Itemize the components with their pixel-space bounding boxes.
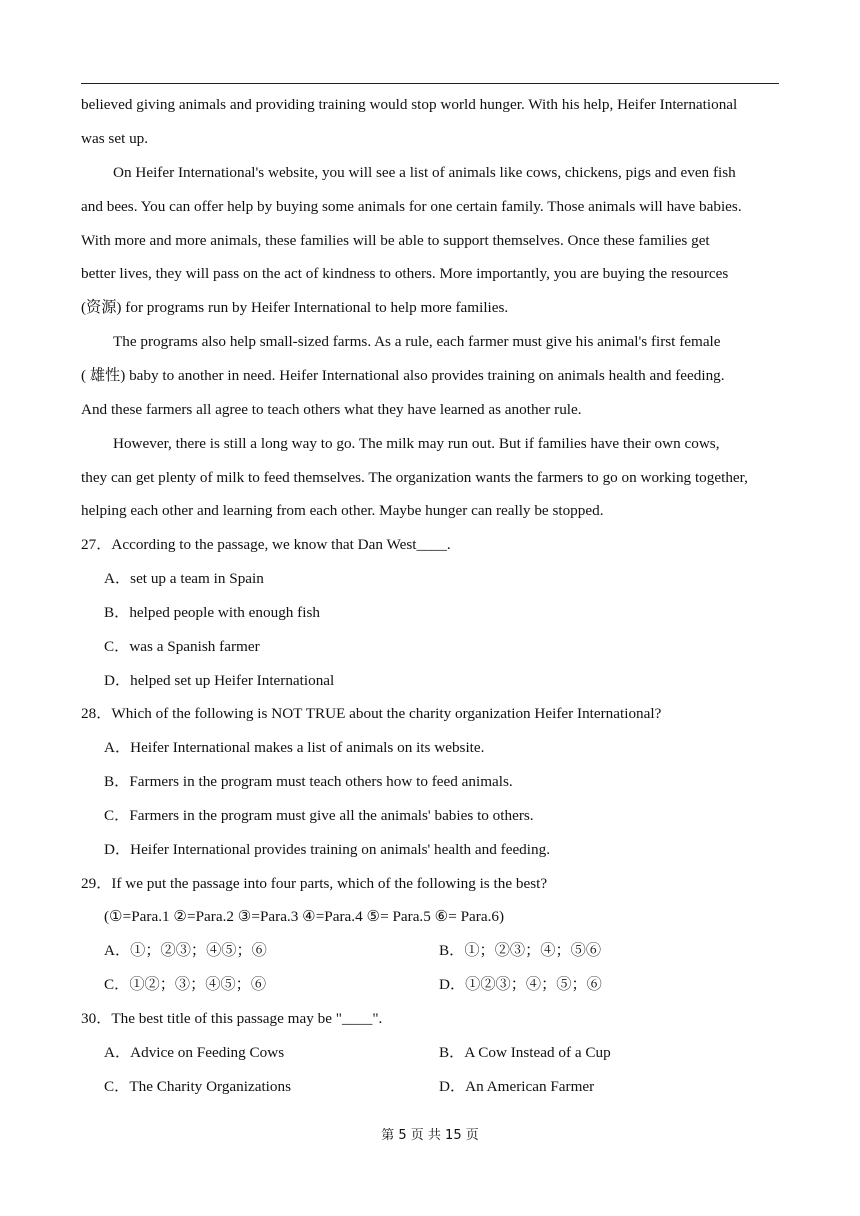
option-b: B．A Cow Instead of a Cup (439, 1044, 611, 1061)
option-d: D．An American Farmer (439, 1078, 595, 1095)
page-footer: 第 5 页 共 15 页 (381, 1128, 479, 1143)
passage-line: and bees. You can offer help by buying some animals for one certain family. Those animals will have babies. (81, 198, 742, 215)
option-b: B．helped people with enough fish (104, 604, 320, 621)
option-d: D．①②③；④；⑤；⑥ (439, 976, 602, 993)
option-b: B．Farmers in the program must teach others how to feed animals. (104, 773, 513, 790)
option-c: C．The Charity Organizations (104, 1078, 291, 1095)
option-c: C．①②；③；④⑤；⑥ (104, 976, 267, 993)
passage-line: On Heifer International's website, you will see a list of animals like cows, chickens, pigs and even fish (113, 164, 736, 181)
option-c: C．was a Spanish farmer (104, 638, 260, 655)
question-stem: 29．If we put the passage into four parts, which of the following is the best? (81, 875, 548, 892)
option-d: D．helped set up Heifer International (104, 672, 335, 689)
question-stem: 30．The best title of this passage may be "____". (81, 1010, 383, 1027)
option-a: A．set up a team in Spain (104, 570, 264, 587)
passage-line: was set up. (81, 130, 149, 147)
passage-line: ( 雄性) baby to another in need. Heifer International also provides training on animals health and feeding. (81, 367, 725, 384)
header-rule (81, 83, 779, 84)
option-a: A．①；②③；④⑤；⑥ (104, 942, 267, 959)
passage-line: However, there is still a long way to go. The milk may run out. But if families have their own cows, (113, 435, 720, 452)
passage-line: believed giving animals and providing training would stop world hunger. With his help, Heifer International (81, 96, 738, 113)
option-a: A．Heifer International makes a list of animals on its website. (104, 739, 485, 756)
passage-line: The programs also help small-sized farms. As a rule, each farmer must give his animal's first female (113, 333, 721, 350)
option-a: A．Advice on Feeding Cows (104, 1044, 285, 1061)
passage-line: (资源) for programs run by Heifer International to help more families. (81, 299, 509, 316)
option-d: D．Heifer International provides training on animals' health and feeding. (104, 841, 550, 858)
question-stem: 27．According to the passage, we know that Dan West____. (81, 536, 451, 553)
passage-line: With more and more animals, these families will be able to support themselves. Once these families get (81, 232, 710, 249)
paragraph-key: (①=Para.1 ②=Para.2 ③=Para.3 ④=Para.4 ⑤= Para.5 ⑥= Para.6) (104, 908, 505, 925)
option-c: C．Farmers in the program must give all the animals' babies to others. (104, 807, 534, 824)
passage-line: And these farmers all agree to teach others what they have learned as another rule. (81, 401, 582, 418)
passage-line: helping each other and learning from each other. Maybe hunger can really be stopped. (81, 502, 604, 519)
passage-line: they can get plenty of milk to feed themselves. The organization wants the farmers to go on working together, (81, 469, 748, 486)
question-stem: 28．Which of the following is NOT TRUE about the charity organization Heifer International? (81, 705, 662, 722)
passage-line: better lives, they will pass on the act of kindness to others. More importantly, you are buying the resources (81, 265, 729, 282)
option-b: B．①；②③；④；⑤⑥ (439, 942, 602, 959)
